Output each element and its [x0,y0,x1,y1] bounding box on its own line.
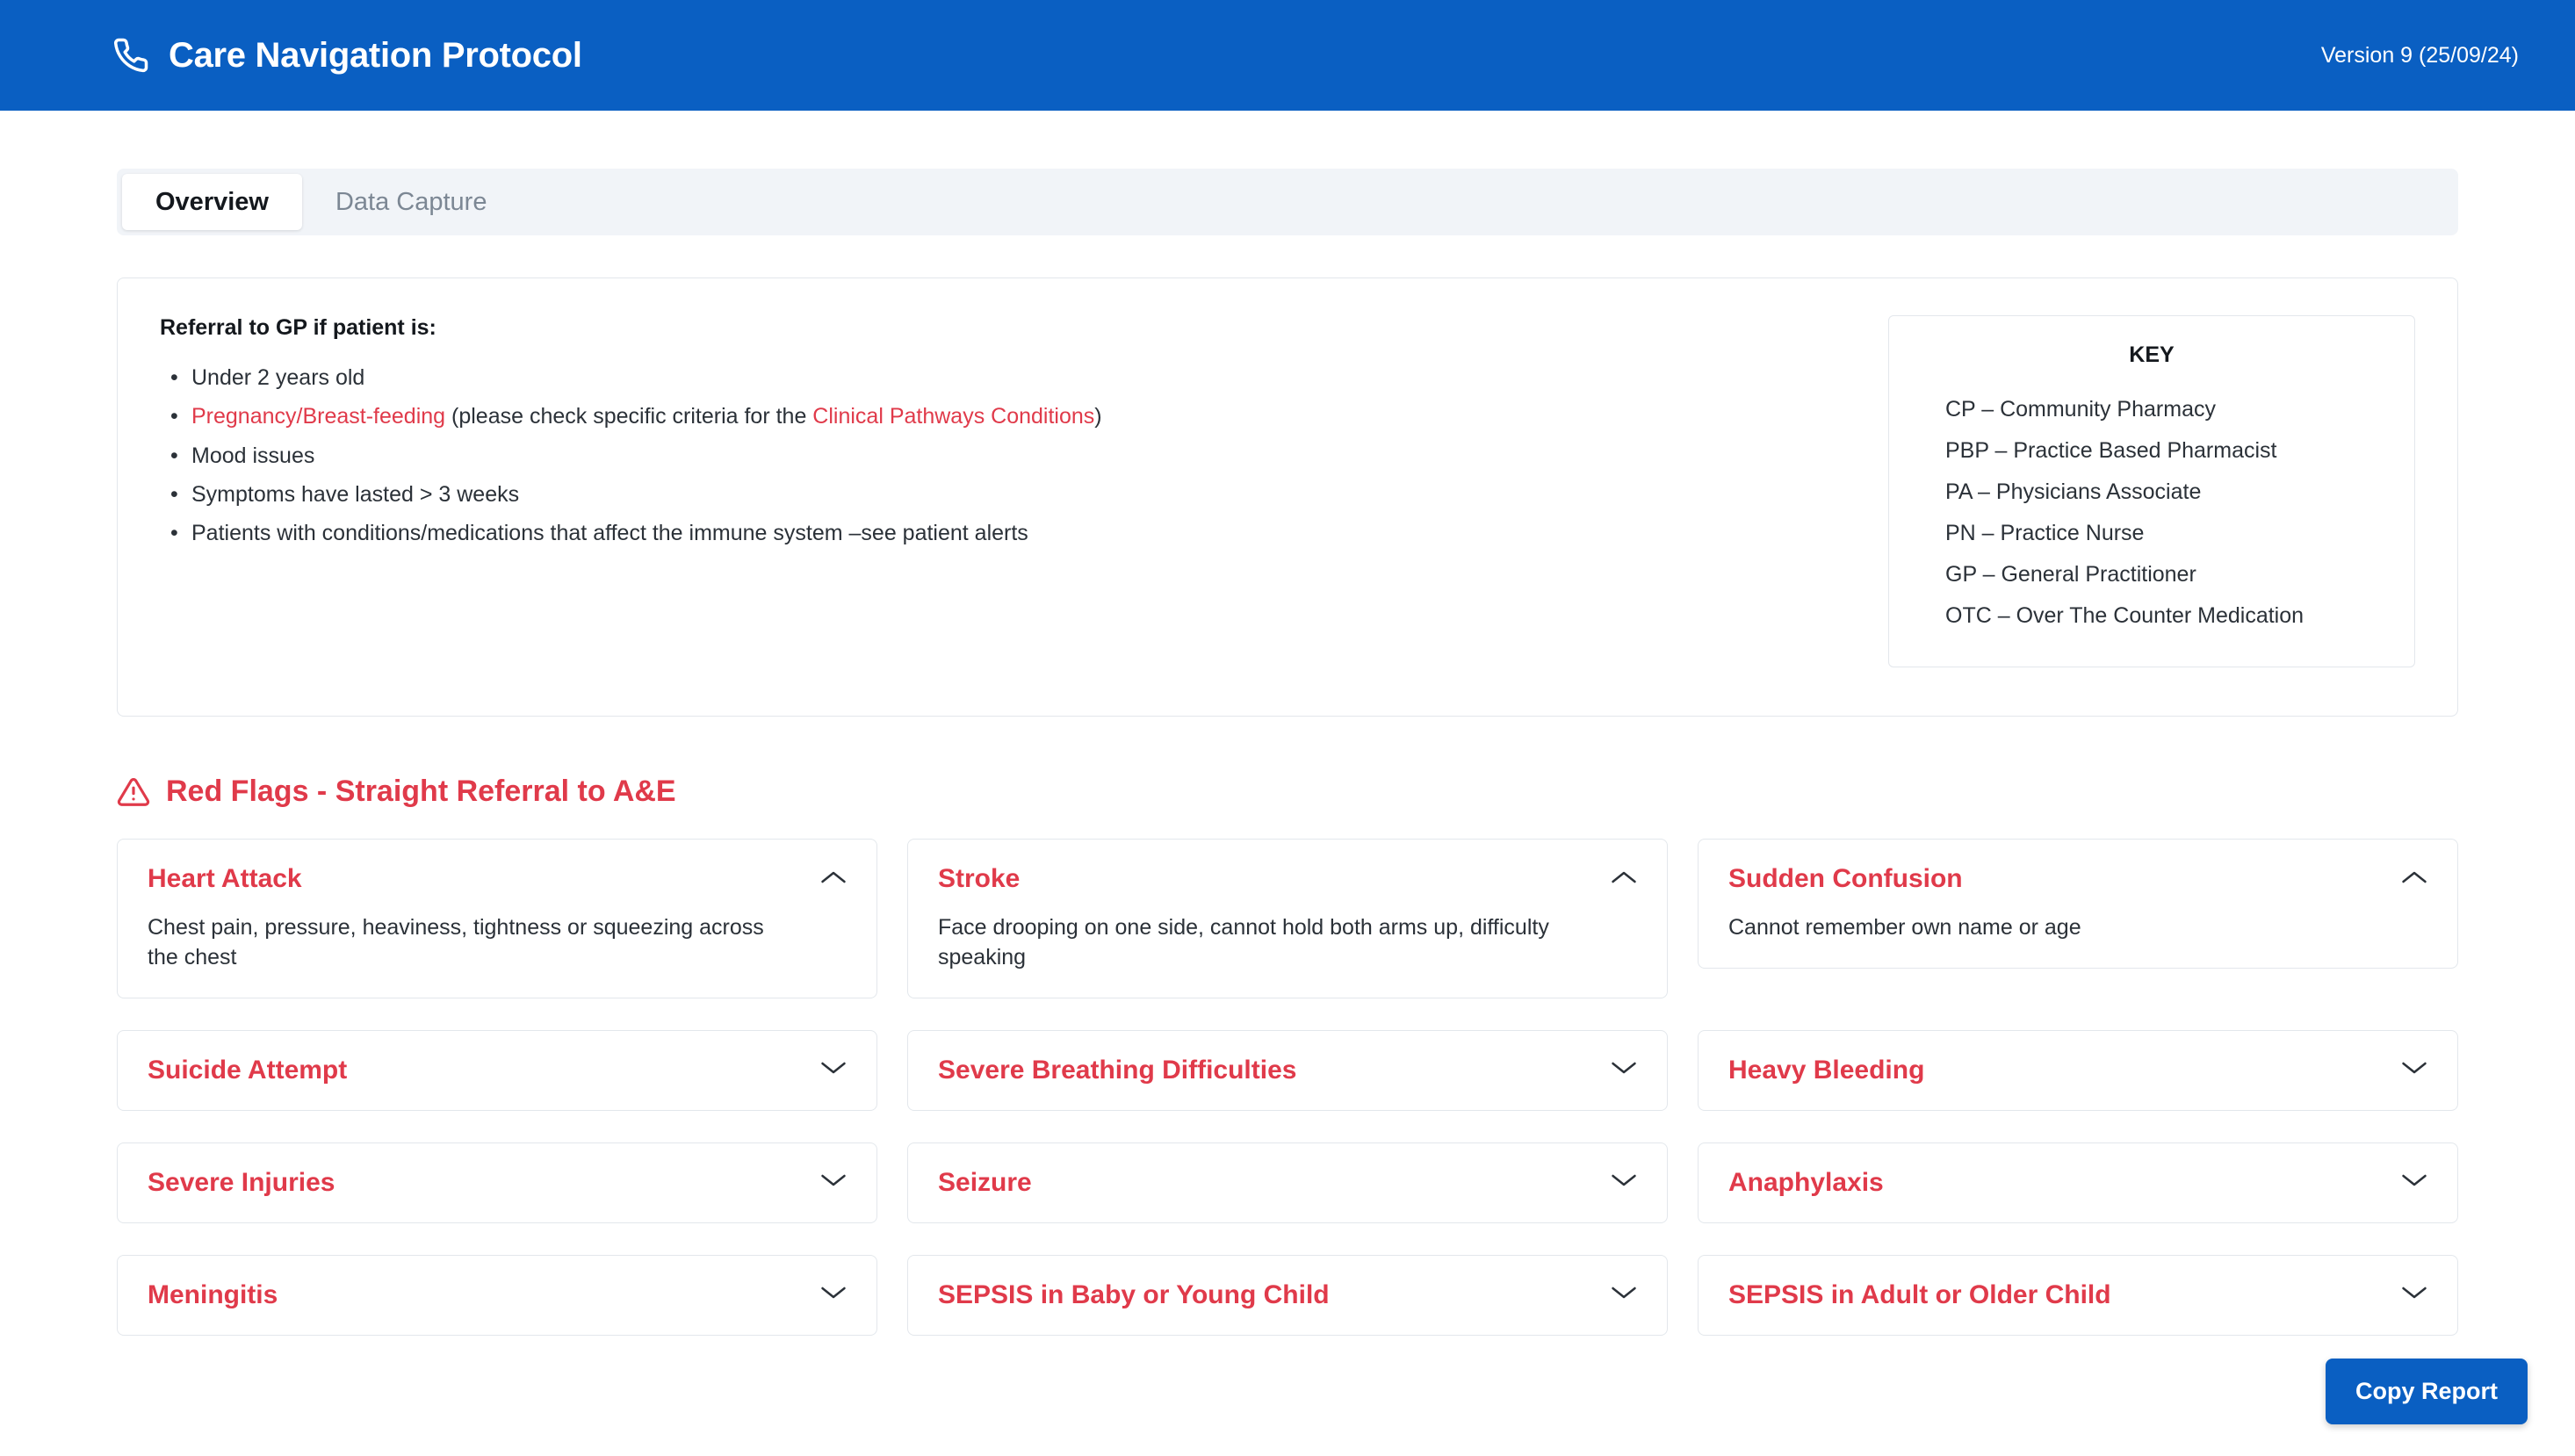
chevron-up-icon[interactable] [820,869,847,890]
page-title: Care Navigation Protocol [169,35,582,75]
key-line: PBP – Practice Based Pharmacist [1945,438,2277,463]
clinical-pathways-link[interactable]: Clinical Pathways Conditions [812,404,1095,429]
flag-title: Heavy Bleeding [1728,1055,1925,1085]
key-line: GP – General Practitioner [1945,562,2196,587]
page-content [0,169,2575,1336]
referral-block [160,315,1853,674]
flag-card-header[interactable] [1728,864,2427,894]
phone-icon [112,37,149,74]
chevron-down-icon[interactable] [820,1172,847,1193]
key-line: PN – Practice Nurse [1945,521,2145,545]
tab-overview[interactable]: Overview [122,174,302,230]
flag-card-header[interactable] [148,1280,847,1310]
chevron-down-icon[interactable] [1611,1060,1637,1080]
flag-card-header[interactable] [938,864,1637,894]
flag-card-header[interactable] [148,864,847,894]
overview-card [117,278,2458,717]
referral-list [160,358,1853,552]
flag-title: Meningitis [148,1279,278,1309]
flag-card-sepsis-adult[interactable] [1698,1255,2458,1336]
flag-title: Anaphylaxis [1728,1167,1884,1197]
header-brand [112,36,582,76]
chevron-down-icon[interactable] [2401,1285,2427,1305]
flag-title: SEPSIS in Adult or Older Child [1728,1279,2111,1309]
flag-card-header[interactable] [938,1056,1637,1085]
flag-body: Chest pain, pressure, heaviness, tightness or squeezing across the chest [148,915,764,969]
key-box [1888,315,2415,667]
referral-title: Referral to GP if patient is: [160,315,436,340]
flag-body: Cannot remember own name or age [1728,915,2081,940]
key-line: OTC – Over The Counter Medication [1945,603,2305,628]
chevron-up-icon[interactable] [2401,869,2427,890]
list-item [160,514,1853,552]
list-item [160,397,1853,436]
red-flags-title: Red Flags - Straight Referral to A&E [166,775,676,808]
flag-card-sepsis-baby[interactable] [907,1255,1668,1336]
key-title: KEY [2129,342,2175,367]
flag-title: Severe Breathing Difficulties [938,1055,1297,1085]
list-item-text: Symptoms have lasted > 3 weeks [191,481,520,507]
flag-card-meningitis[interactable] [117,1255,877,1336]
tabbar [117,169,2458,235]
flag-card-heavy-bleeding[interactable] [1698,1030,2458,1111]
flag-card-heart-attack[interactable] [117,839,877,998]
list-item [160,475,1853,514]
chevron-down-icon[interactable] [1611,1285,1637,1305]
flag-card-header[interactable] [1728,1280,2427,1310]
flag-title: Heart Attack [148,864,302,893]
chevron-down-icon[interactable] [820,1060,847,1080]
chevron-down-icon[interactable] [1611,1172,1637,1193]
red-flags-header [117,775,2458,809]
flag-title: Sudden Confusion [1728,864,1963,893]
flag-card-header[interactable] [148,1056,847,1085]
list-item [160,358,1853,397]
list-item-text: Patients with conditions/medications that affect the immune system –see patient alerts [191,521,1028,545]
chevron-down-icon[interactable] [2401,1060,2427,1080]
tab-data-capture[interactable]: Data Capture [335,187,487,216]
flag-card-header[interactable] [938,1280,1637,1310]
flag-card-sudden-confusion[interactable] [1698,839,2458,969]
flag-title: Stroke [938,864,1021,893]
flag-title: Severe Injuries [148,1167,335,1197]
flag-card-suicide-attempt[interactable] [117,1030,877,1111]
flag-card-severe-breathing-difficulties[interactable] [907,1030,1668,1111]
list-item [160,436,1853,475]
list-item-text: (please check specific criteria for the [445,404,813,429]
version-label: Version 9 (25/09/24) [2320,42,2519,68]
key-line: CP – Community Pharmacy [1945,397,2216,422]
key-line: PA – Physicians Associate [1945,479,2202,504]
list-item-text: Mood issues [191,443,315,468]
list-item-text-close: ) [1094,404,1102,429]
app-header [0,0,2575,111]
flag-card-seizure[interactable] [907,1142,1668,1223]
flag-title: Seizure [938,1167,1032,1197]
pregnancy-link[interactable]: Pregnancy/Breast-feeding [191,404,446,429]
flag-card-header[interactable] [938,1168,1637,1198]
flag-card-stroke[interactable] [907,839,1668,998]
flag-title: SEPSIS in Baby or Young Child [938,1279,1330,1309]
flag-card-header[interactable] [148,1168,847,1198]
chevron-down-icon[interactable] [820,1285,847,1305]
flag-card-header[interactable] [1728,1056,2427,1085]
red-flags-grid [117,839,2458,1336]
warning-triangle-icon [117,775,150,809]
chevron-down-icon[interactable] [2401,1172,2427,1193]
list-item-text: Under 2 years old [191,365,365,390]
flag-card-severe-injuries[interactable] [117,1142,877,1223]
chevron-up-icon[interactable] [1611,869,1637,890]
flag-card-header[interactable] [1728,1168,2427,1198]
flag-title: Suicide Attempt [148,1055,348,1085]
flag-body: Face drooping on one side, cannot hold both arms up, difficulty speaking [938,915,1549,969]
flag-card-anaphylaxis[interactable] [1698,1142,2458,1223]
copy-report-button[interactable]: Copy Report [2326,1359,2528,1424]
